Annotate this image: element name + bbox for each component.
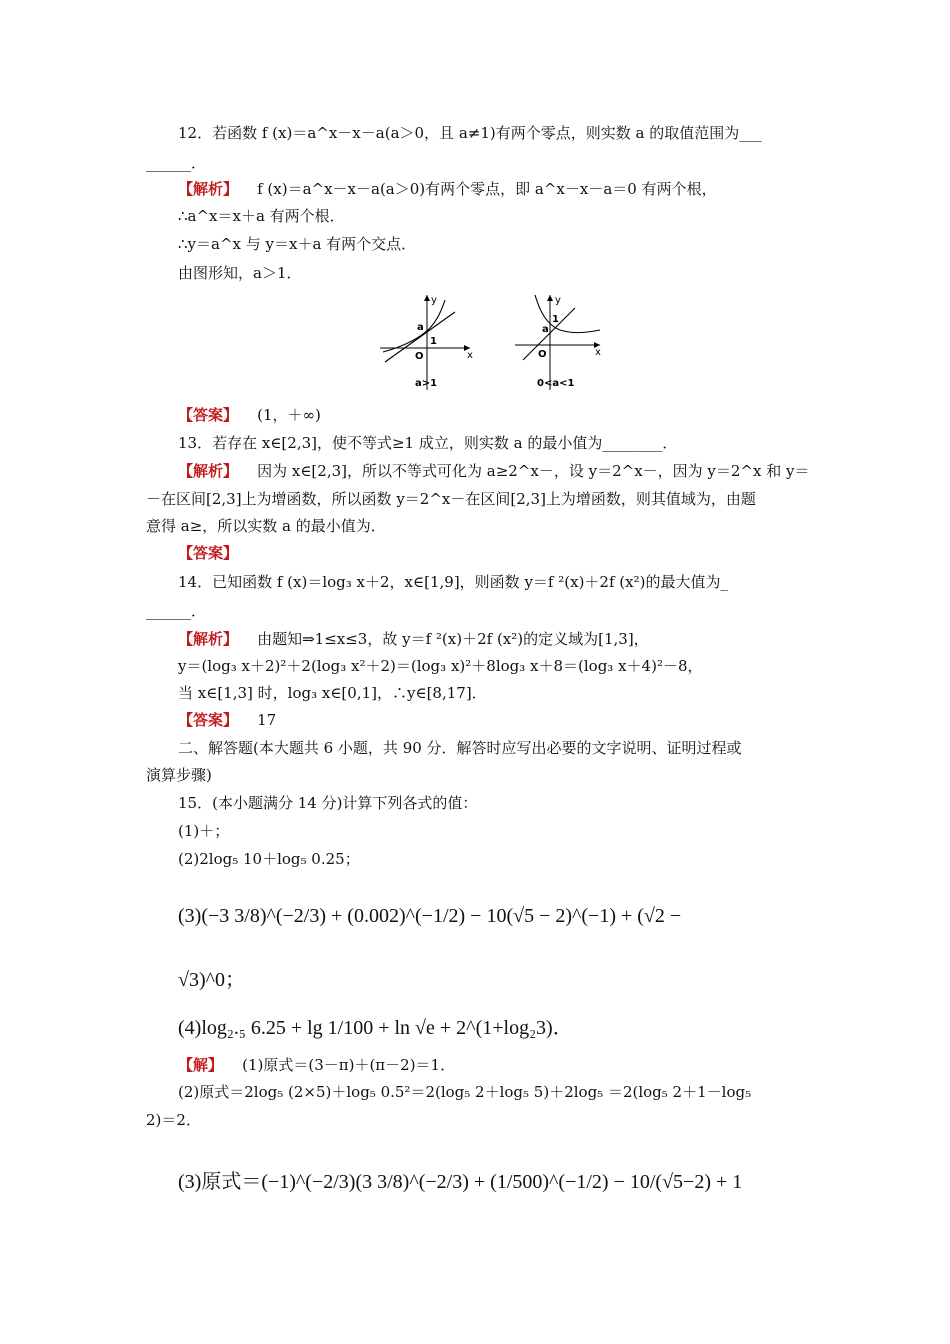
q14-answer: 17	[257, 711, 277, 729]
graph2-point-a: a	[542, 324, 549, 335]
answer-tag: 【答案】	[178, 406, 239, 424]
q12-analysis-1: f (x)＝a^x－x－a(a＞0)有两个零点，即 a^x－x－a＝0 有两个根，	[257, 180, 717, 198]
q14-answer-row	[178, 710, 276, 730]
analysis-tag: 【解析】	[178, 630, 239, 648]
q15-sol2-line2: 2)＝2．	[146, 1111, 201, 1129]
q15-part1: (1)＋；	[178, 822, 230, 840]
q15-solution-row	[178, 1055, 455, 1075]
q12-stem: 12．若函数 f (x)＝a^x－x－a(a＞0，且 a≠1)有两个零点，则实数 a 的取值范围为___	[178, 124, 762, 142]
q15-part4: (4)log₂.₅ 6.25 + lg 1/100 + ln √e + 2^(1+log₂3)．	[178, 1017, 573, 1039]
q12-blank-tail: ______．	[146, 154, 207, 172]
q15-stem: 15．(本小题满分 14 分)计算下列各式的值：	[178, 794, 478, 812]
solution-tag: 【解】	[178, 1056, 224, 1074]
graph1-caption: a>1	[415, 378, 438, 389]
section2-heading: 二、解答题(本大题共 6 小题，共 90 分．解答时应写出必要的文字说明、证明过程或	[178, 739, 742, 757]
q15-part3-line2: √3)^0；	[178, 969, 246, 991]
graph-a-gt-1	[380, 295, 473, 390]
q12-analysis-row	[178, 179, 717, 199]
q14-analysis-1: 由题知⇒1≤x≤3，故 y＝f ²(x)＋2f (x²)的定义域为[1,3]，	[257, 630, 649, 648]
q14-analysis-3: 当 x∈[1,3] 时，log₃ x∈[0,1]，∴y∈[8,17]．	[178, 684, 487, 702]
q12-analysis-4: 由图形知，a＞1．	[178, 264, 302, 282]
answer-tag: 【答案】	[178, 544, 239, 562]
q13-stem: 13．若存在 x∈[2,3]，使不等式≥1 成立，则实数 a 的最小值为________．	[178, 434, 678, 452]
q12-answer-row	[178, 405, 321, 425]
q15-sol3: (3)原式＝(−1)^(−2/3)(3 3/8)^(−2/3) + (1/500)^(−1/2) − 10/(√5−2) + 1	[178, 1171, 743, 1193]
analysis-tag: 【解析】	[178, 180, 239, 198]
q13-answer-row	[178, 543, 238, 563]
q14-stem: 14．已知函数 f (x)＝log₃ x＋2，x∈[1,9]，则函数 y＝f ²(x)＋2f (x²)的最大值为_	[178, 573, 728, 591]
q14-analysis-row	[178, 629, 649, 649]
graph1-y-label: y	[431, 295, 437, 306]
q15-part2: (2)2log₅ 10＋log₅ 0.25；	[178, 850, 360, 868]
graph2-caption: 0<a<1	[537, 378, 575, 389]
graph1-x-label: x	[467, 350, 473, 361]
graph1-point-1: 1	[430, 336, 437, 347]
q13-analysis-1: 因为 x∈[2,3]，所以不等式可化为 a≥2^x－，设 y＝2^x－，因为 y＝2^x 和 y＝	[257, 462, 810, 480]
q14-blank-tail: ______．	[146, 602, 207, 620]
q12-analysis-3: ∴y＝a^x 与 y＝x＋a 有两个交点．	[178, 235, 417, 253]
analysis-tag: 【解析】	[178, 462, 239, 480]
graph1-origin: O	[415, 351, 424, 362]
q14-analysis-2: y＝(log₃ x＋2)²＋2(log₃ x²＋2)＝(log₃ x)²＋8log₃ x＋8＝(log₃ x＋4)²－8，	[178, 657, 703, 675]
graph2-origin: O	[538, 349, 547, 360]
graph2-y-label: y	[555, 295, 561, 306]
q15-part3-line1: (3)(−3 3/8)^(−2/3) + (0.002)^(−1/2) − 10(√5 − 2)^(−1) + (√2 −	[178, 905, 682, 927]
q15-sol1: (1)原式＝(3－π)＋(π－2)＝1．	[242, 1056, 456, 1074]
q13-analysis-3: 意得 a≥，所以实数 a 的最小值为．	[146, 517, 386, 535]
q13-analysis-2: －在区间[2,3]上为增函数，所以函数 y＝2^x－在区间[2,3]上为增函数，则其值域为，由题	[146, 490, 756, 508]
q12-answer: (1，＋∞)	[257, 406, 321, 424]
q12-analysis-2: ∴a^x＝x＋a 有两个根．	[178, 207, 345, 225]
q15-sol2-line1: (2)原式＝2log₅ (2×5)＋log₅ 0.5²＝2(log₅ 2＋log₅ 5)＋2log₅ ＝2(log₅ 2＋1－log₅	[178, 1083, 752, 1101]
answer-tag: 【答案】	[178, 711, 239, 729]
q12-graphs	[375, 290, 610, 395]
q13-analysis-row	[178, 461, 809, 481]
graph1-point-a: a	[417, 322, 424, 333]
section2-heading-cont: 演算步骤)	[146, 766, 212, 784]
graph-a-between-0-1	[515, 295, 601, 390]
graph2-point-1: 1	[552, 314, 559, 325]
graph2-x-label: x	[595, 347, 601, 358]
